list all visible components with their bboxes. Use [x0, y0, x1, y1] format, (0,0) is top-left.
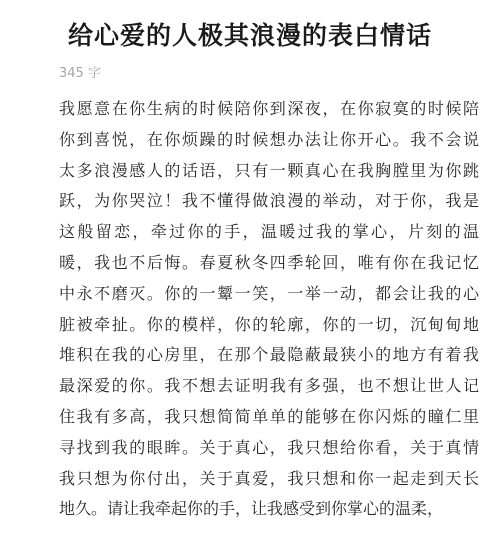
body-line: 地久。请让我牵起你的手，让我感受到你掌心的温柔，	[59, 499, 444, 519]
body-line: 住我有多高，我只想简简单单的能够在你闪烁的瞳仁里	[59, 406, 479, 426]
body-line: 堆积在我的心房里，在那个最隐蔽最狭小的地方有着我	[59, 345, 479, 365]
body-line: 太多浪漫感人的话语，只有一颗真心在我胸膛里为你跳	[59, 160, 479, 180]
body-line: 我愿意在你生病的时候陪你到深夜，在你寂寞的时候陪	[59, 99, 479, 118]
article-title: 给心爱的人极其浪漫的表白情话	[67, 21, 432, 50]
word-count: 345 字	[59, 66, 101, 81]
body-line: 中永不磨灭。你的一颦一笑，一举一动，都会让我的心	[59, 283, 479, 303]
body-line: 这般留恋，牵过你的手，温暖过我的掌心，片刻的温	[59, 222, 479, 242]
body-line: 你到喜悦，在你烦躁的时候想办法让你开心。我不会说	[59, 129, 479, 149]
body-line: 跃，为你哭泣！我不懂得做浪漫的举动，对于你，我是	[59, 191, 479, 211]
body-line: 我只想为你付出，关于真爱，我只想和你一起走到天长	[59, 468, 479, 488]
body-line: 最深爱的你。我不想去证明我有多强，也不想让世人记	[59, 376, 479, 396]
body-line: 脏被牵扯。你的模样，你的轮廓，你的一切，沉甸甸地	[59, 314, 479, 334]
body-line: 暖，我也不后悔。春夏秋冬四季轮回，唯有你在我记忆	[59, 252, 479, 272]
article-body	[59, 94, 479, 525]
body-line: 寻找到我的眼眸。关于真心，我只想给你看，关于真情	[59, 437, 479, 457]
